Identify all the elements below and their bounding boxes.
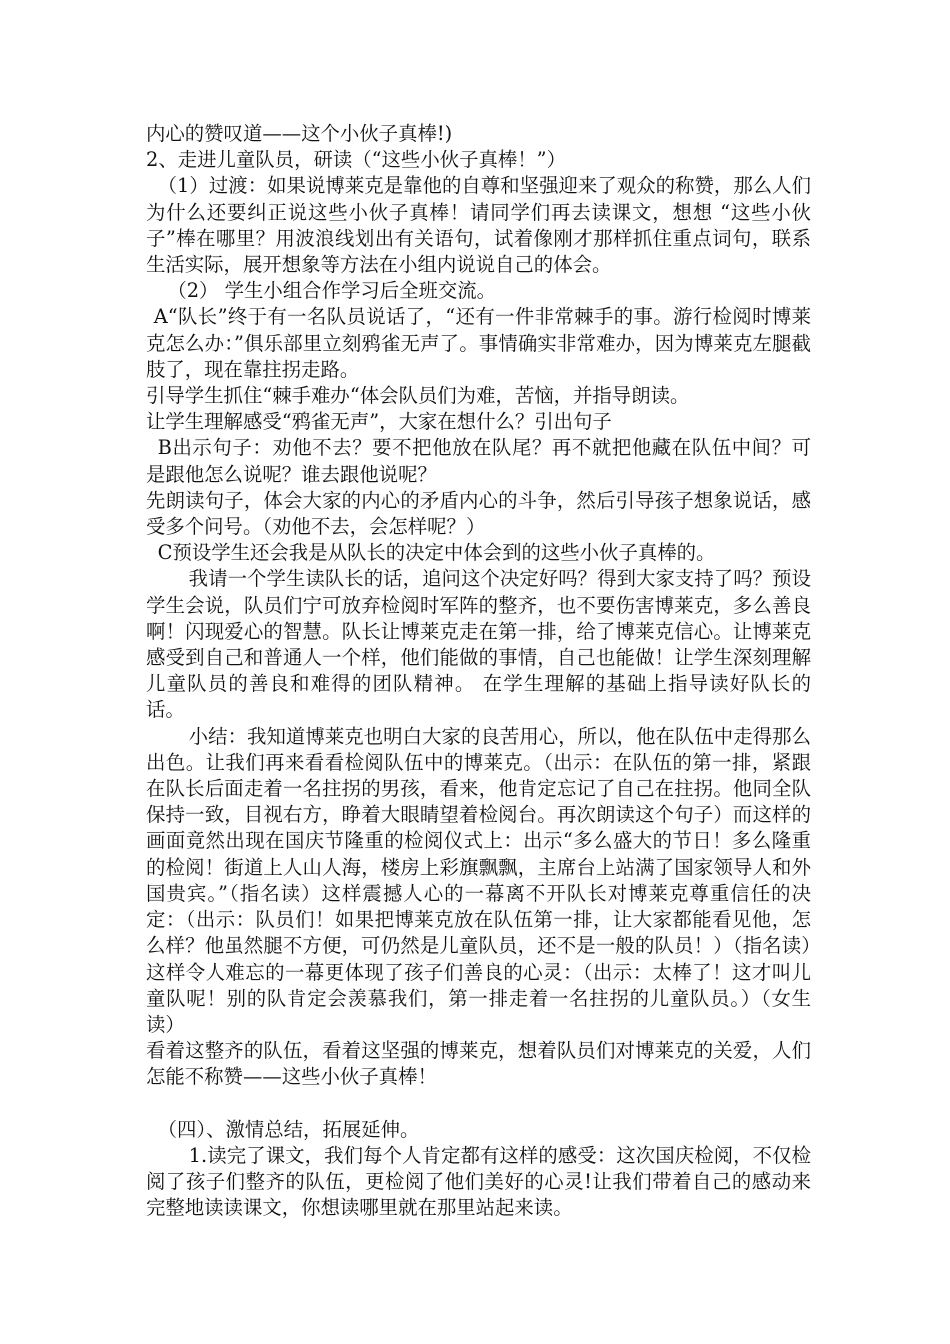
section-heading-2: 2、走进儿童队员，研读（“这些小伙子真棒！”） (146, 148, 566, 172)
paragraph-point-a: A“队长”终于有一名队员说话了，“还有一件非常棘手的事。游行检阅时博莱克怎么办：”俱乐部里立刻鸦雀无声了。事情确实非常难办，因为博莱克左腿截肢了，现在靠拄拐走路。 (146, 305, 811, 381)
paragraph-transition: （1）过渡：如果说博莱克是靠他的自尊和坚强迎来了观众的称赞，那么人们为什么还要纠正说这些小伙子真棒！请同学们再去读课文，想想 “这些小伙子”棒在哪里？用波浪线划出有关语句，试着像刚才那样抓住重点词句，联系生活实际，展开想象等方法在小组内说说自己的体会。 (146, 174, 811, 277)
document-page (146, 121, 811, 1221)
paragraph-point-c: C预设学生还会我是从队长的决定中体会到的这些小伙子真棒的。 (157, 541, 716, 565)
blank-line (146, 1091, 811, 1117)
paragraph-summary: 小结：我知道博莱克也明白大家的良苦用心，所以，他在队伍中走得那么出色。让我们再来看看检阅队伍中的博莱克。（出示：在队伍的第一排，紧跟在队长后面走着一名拄拐的男孩，看来，他肯定忘记了自己在拄拐。他同全队保持一致，目视右方，睁着大眼睛望着检阅台。再次朗读这个句子）而这样的画面竟然出现在国庆节隆重的检阅仪式上：出示“多么盛大的节日！多么隆重的检阅！街道上人山人海，楼房上彩旗飘飘，主席台上站满了国家领导人和外国贵宾。”（指名读）这样震撼人心的一幕离不开队长对博莱克尊重信任的决定：（出示：队员们！如果把博莱克放在队伍第一排，让大家都能看见他，怎么样？他虽然腿不方便，可仍然是儿童队员，还不是一般的队员！）（指名读）这样令人难忘的一幕更体现了孩子们善良的心灵：（出示：太棒了！这才叫儿童队呢！别的队肯定会羡慕我们，第一排走着一名拄拐的儿童队员。）（女生读） (146, 724, 811, 1036)
paragraph-group-study: （2） 学生小组合作学习后全班交流。 (167, 279, 497, 303)
section-heading-4: （四）、激情总结，拓展延伸。 (157, 1117, 420, 1141)
paragraph-understand-silence: 让学生理解感受“鸦雀无声”，大家在想什么？引出句子 (146, 410, 612, 434)
paragraph-captain-words: 我请一个学生读队长的话，追问这个决定好吗？得到大家支持了吗？预设学生会说，队员们宁可放弃检阅时军阵的整齐，也不要伤害博莱克，多么善良啊！闪现爱心的智慧。队长让博莱克走在第一排，给了博莱克信心。让博莱克感受到自己和普通人一个样，他们能做的事情，自己也能做！让学生深刻理解儿童队员的善良和难得的团队精神。 在学生理解的基础上指导读好队长的话。 (146, 567, 811, 722)
paragraph-praise-end: 内心的赞叹道——这个小伙子真棒!) (146, 122, 453, 145)
paragraph-point-b: B出示句子：劝他不去？要不把他放在队尾？再不就把他藏在队伍中间？可是跟他怎么说呢？谁去跟他说呢？ (146, 436, 811, 486)
paragraph-read-sentence: 先朗读句子，体会大家的内心的矛盾内心的斗争，然后引导孩子想象说话，感受多个问号。（劝他不去，会怎样呢？） (146, 488, 811, 539)
paragraph-guide-reading: 引导学生抓住“棘手难办“体会队员们为难，苦恼，并指导朗读。 (146, 384, 690, 408)
paragraph-final-reading: 1.读完了课文，我们每个人肯定都有这样的感受：这次国庆检阅，不仅检阅了孩子们整齐的队伍，更检阅了他们美好的心灵!让我们带着自己的感动来完整地读读课文，你想读哪里就在那里站起来读。 (146, 1143, 811, 1220)
paragraph-conclusion: 看着这整齐的队伍，看着这坚强的博莱克，想着队员们对博莱克的关爱，人们怎能不称赞——这些小伙子真棒！ (146, 1039, 811, 1089)
